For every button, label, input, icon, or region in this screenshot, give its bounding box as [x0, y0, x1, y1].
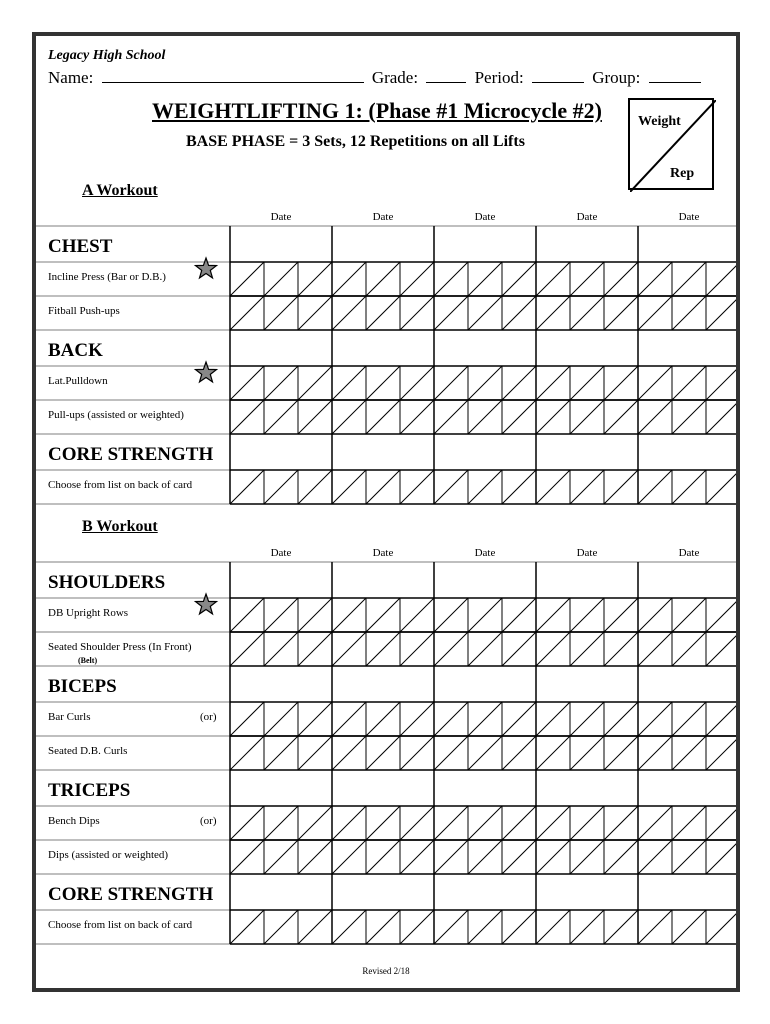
star-icon: [196, 362, 217, 382]
period-label: Period:: [474, 68, 524, 87]
school-name: Legacy High School: [48, 48, 166, 63]
or-label: (or): [200, 815, 217, 827]
section-title: CORE STRENGTH: [48, 884, 214, 905]
page-subtitle: BASE PHASE = 3 Sets, 12 Repetitions on all Lifts: [186, 133, 525, 150]
exercise-label: DB Upright Rows: [48, 607, 129, 619]
section-title: BACK: [48, 340, 103, 361]
revised-note: Revised 2/18: [362, 966, 410, 976]
exercise-label: Incline Press (Bar or D.B.): [48, 271, 166, 283]
workout-card: [32, 32, 740, 992]
exercise-sublabel: (Belt): [78, 656, 98, 665]
exercise-label: Lat.Pulldown: [48, 375, 108, 387]
date-label: Date: [474, 211, 496, 223]
exercise-label: Choose from list on back of card: [48, 479, 193, 491]
page-title: WEIGHTLIFTING 1: (Phase #1 Microcycle #2): [152, 98, 602, 123]
date-label: Date: [270, 547, 292, 559]
exercise-label: Seated D.B. Curls: [48, 745, 128, 757]
date-label: Date: [270, 211, 292, 223]
exercise-label: Seated Shoulder Press (In Front): [48, 641, 192, 653]
or-label: (or): [200, 711, 217, 723]
date-label: Date: [474, 547, 496, 559]
exercise-label: Fitball Push-ups: [48, 305, 120, 317]
workout_a-title: A Workout: [82, 182, 158, 199]
date-label: Date: [678, 211, 700, 223]
workout_b-title: B Workout: [82, 518, 158, 535]
date-label: Date: [372, 547, 394, 559]
date-label: Date: [576, 547, 598, 559]
section-title: CHEST: [48, 236, 113, 257]
date-label: Date: [372, 211, 394, 223]
star-icon: [196, 594, 217, 614]
section-title: TRICEPS: [48, 780, 131, 801]
name-label: Name:: [48, 68, 94, 87]
exercise-label: Choose from list on back of card: [48, 919, 193, 931]
exercise-label: Bar Curls: [48, 711, 91, 723]
section-title: SHOULDERS: [48, 572, 166, 593]
exercise-label: Bench Dips: [48, 815, 100, 827]
log-grid: [36, 36, 736, 988]
exercise-label: Dips (assisted or weighted): [48, 849, 169, 861]
section-title: BICEPS: [48, 676, 117, 697]
rep-label: Rep: [670, 166, 695, 181]
exercise-label: Pull-ups (assisted or weighted): [48, 409, 184, 421]
star-icon: [196, 258, 217, 278]
section-title: CORE STRENGTH: [48, 444, 214, 465]
date-label: Date: [678, 547, 700, 559]
weight-label: Weight: [638, 114, 681, 129]
group-label: Group:: [592, 68, 641, 87]
grade-label: Grade:: [371, 68, 419, 87]
date-label: Date: [576, 211, 598, 223]
